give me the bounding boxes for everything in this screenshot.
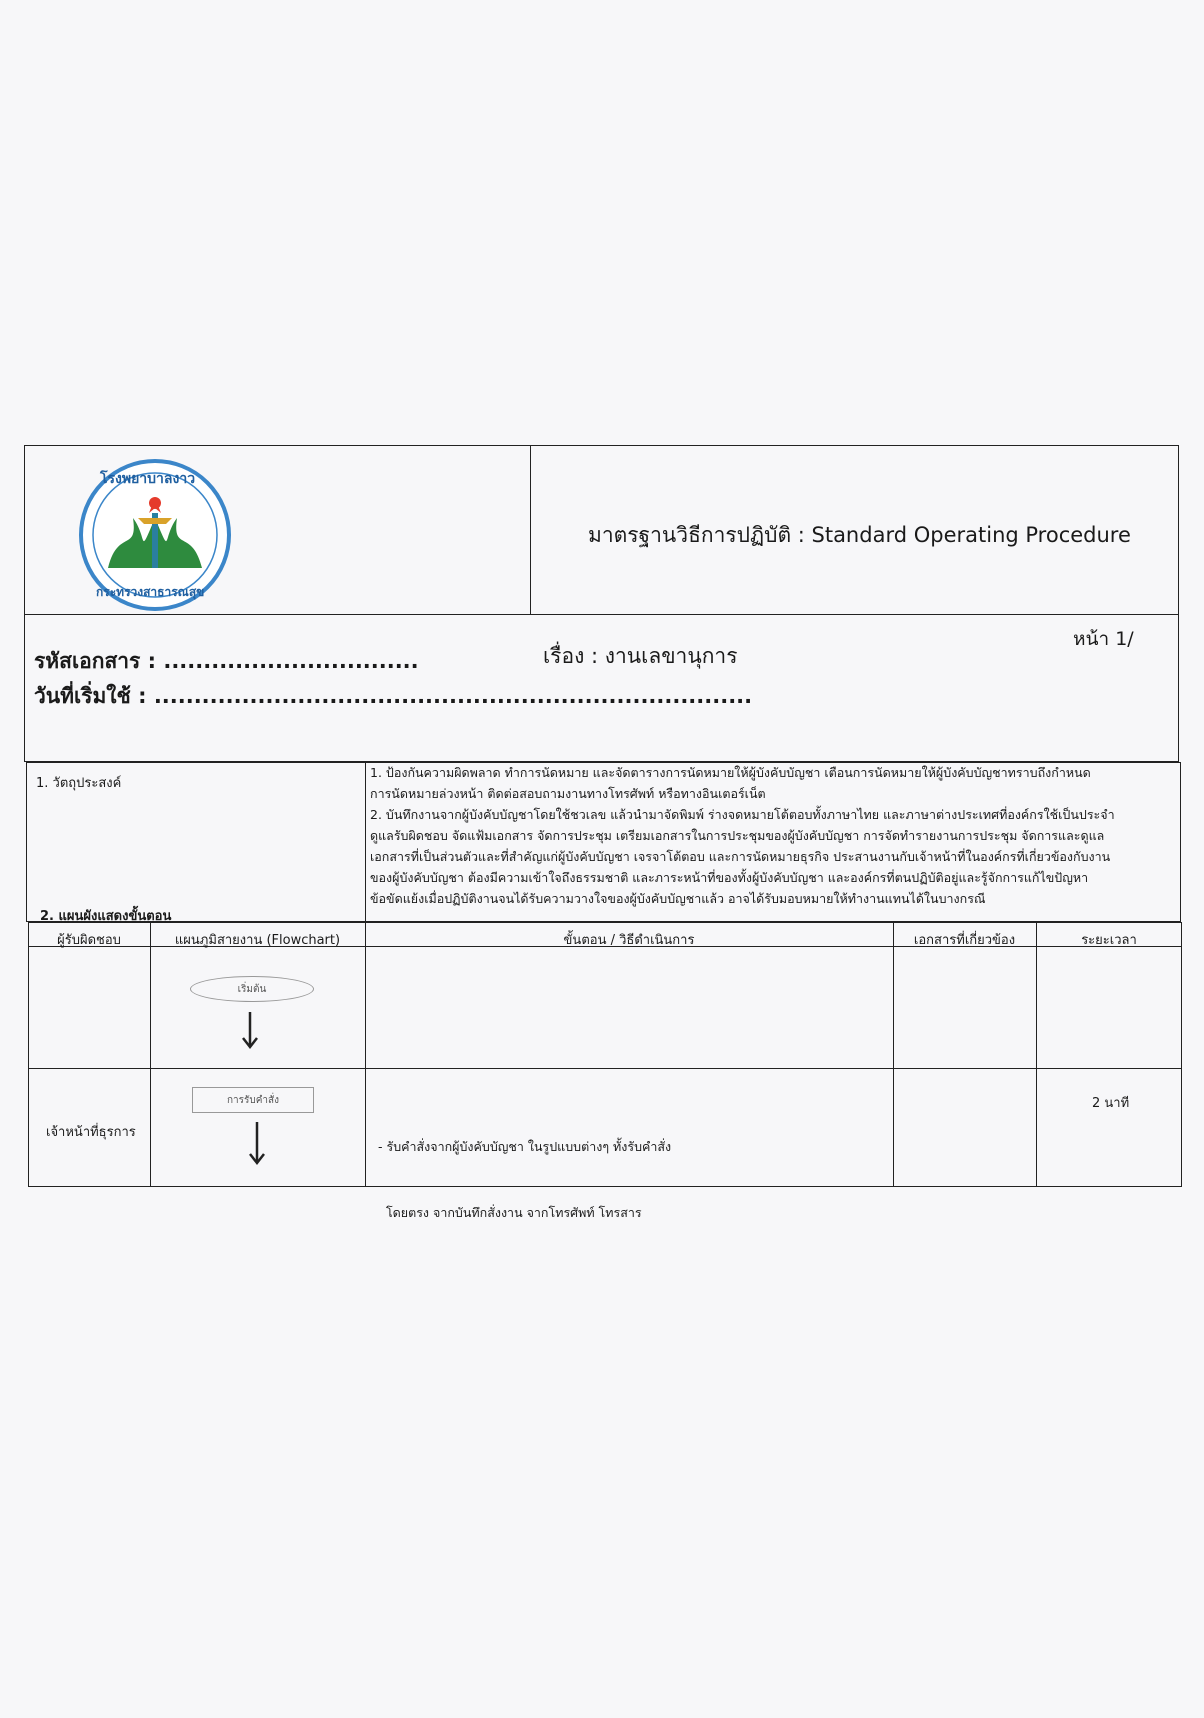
flow-section-label: 2. แผนผังแสดงขั้นตอน [40, 909, 172, 924]
col-line [893, 922, 894, 1187]
header-steps: ขั้นตอน / วิธีดำเนินการ [563, 933, 695, 948]
objective-divider [365, 762, 366, 922]
objective-line: 1. ป้องกันความผิดพลาด ทำการนัดหมาย และจัดตารางการนัดหมายให้ผู้บังคับบัญชา เตือนการนัดหมายให้ผู้บังคับบัญชาทราบถึงกำหนด [370, 765, 1091, 780]
objective-line: การนัดหมายล่วงหน้า ติดต่อสอบถามงานทางโทรศัพท์ หรือทางอินเตอร์เน็ต [370, 786, 766, 801]
logo-top-text: โรงพยาบาลงาว [100, 471, 196, 487]
objective-text [370, 762, 1178, 909]
subject: เรื่อง : งานเลขานุการ [543, 644, 738, 668]
logo-bottom-text: กระทรวงสาธารณสุข [96, 585, 205, 599]
objective-label: 1. วัตถุประสงค์ [36, 776, 122, 791]
arrow-down-icon [247, 1120, 267, 1166]
doc-code: รหัสเอกสาร : ................................ [34, 649, 419, 673]
header-duration: ระยะเวลา [1081, 933, 1137, 948]
flow-start-oval: เริ่มต้น [190, 976, 314, 1002]
arrow-down-icon [240, 1010, 260, 1050]
col-line [365, 922, 366, 1187]
hospital-logo [78, 458, 233, 613]
objective-line: เอกสารที่เป็นส่วนตัวและที่สำคัญแก่ผู้บังคับบัญชา เจรจาโต้ตอบ และการนัดหมายธุรกิจ ประสานงานกับเจ้าหน้าที่ในองค์กรที่เกี่ยวข้องกับงาน [370, 849, 1111, 864]
objective-line: ของผู้บังคับบัญชา ต้องมีความเข้าใจถึงธรรมชาติ และภาระหน้าที่ของทั้งผู้บังคับบัญชา และองค์กรที่ตนปฏิบัติอยู่และรู้จักการแก้ไขปัญหา [370, 870, 1089, 885]
objective-line: ดูแลรับผิดชอบ จัดแฟ้มเอกสาร จัดการประชุม เตรียมเอกสารในการประชุมของผู้บังคับบัญชา การจัดทำรายงานการประชุม จัดการและดูแล [370, 828, 1105, 843]
header-documents: เอกสารที่เกี่ยวข้อง [913, 933, 1016, 948]
objective-line: ข้อขัดแย้งเมื่อปฏิบัติงานจนได้รับความวางใจของผู้บังคับบัญชาแล้ว อาจได้รับมอบหมายให้ทำงานแทนได้ในบางกรณี [370, 891, 986, 906]
header-divider [530, 445, 531, 615]
table-row-line [28, 1068, 1182, 1069]
col-line [1036, 922, 1037, 1187]
start-date: วันที่เริ่มใช้ : ........................................................................... [34, 684, 753, 708]
header-flowchart: แผนภูมิสายงาน (Flowchart) [174, 933, 341, 948]
step-line: โดยตรง จากบันทึกสั่งงาน จากโทรศัพท์ โทรสาร [378, 1205, 642, 1220]
page-number: หน้า 1/ [1073, 628, 1134, 650]
header-responsible: ผู้รับผิดชอบ [57, 933, 121, 948]
page-title: มาตรฐานวิธีการปฏิบัติ : Standard Operating Procedure [588, 523, 1131, 547]
step-line: - รับคำสั่งจากผู้บังคับบัญชา ในรูปแบบต่างๆ ทั้งรับคำสั่ง [378, 1139, 672, 1154]
objective-line: 2. บันทึกงานจากผู้บังคับบัญชาโดยใช้ชวเลข แล้วนำมาจัดพิมพ์ ร่างจดหมายโต้ตอบทั้งภาษาไทย และภาษาต่างประเทศที่องค์กรใช้เป็นประจำ [370, 807, 1115, 822]
flow-receive-order-box: การรับคำสั่ง [192, 1087, 314, 1113]
row-responsible: เจ้าหน้าที่ธุรการ [46, 1125, 136, 1140]
row-step-text [378, 1092, 671, 1246]
row-duration: 2 นาที [1092, 1096, 1130, 1111]
col-line [150, 922, 151, 1187]
